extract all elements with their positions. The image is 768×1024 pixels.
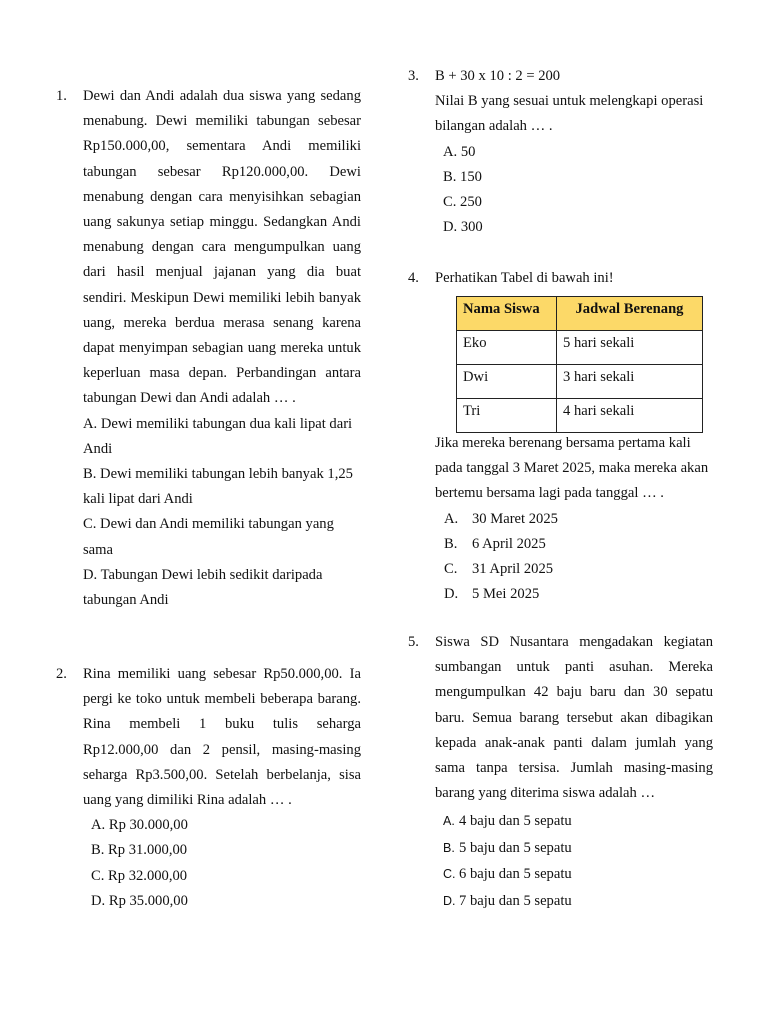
option-a[interactable]: [443, 808, 713, 835]
option-letter: C.: [444, 561, 458, 578]
question-number: 3.: [408, 68, 419, 84]
table-cell: 5 hari sekali: [557, 331, 703, 365]
option-value: 6 April 2025: [472, 535, 546, 552]
option-value: 30 Maret 2025: [472, 510, 558, 527]
question-text: Jika mereka berenang bersama pertama kali pada tanggal 3 Maret 2025, maka mereka akan bertemu bersama lagi pada tanggal … .: [435, 435, 709, 502]
table-row: [457, 365, 703, 399]
table-cell: 4 hari sekali: [557, 399, 703, 433]
question-number: 2.: [56, 666, 67, 682]
option-value: 4 baju dan 5 sepatu: [459, 813, 572, 830]
table-cell: Tri: [457, 399, 557, 433]
option-a[interactable]: A. Dewi memiliki tabungan dua kali lipat dari Andi: [83, 415, 353, 457]
table-cell: Eko: [457, 331, 557, 365]
question-number: 1.: [56, 88, 67, 104]
option-c[interactable]: C. Rp 32.000,00: [91, 867, 188, 884]
option-value: 5 Mei 2025: [472, 586, 540, 603]
table-cell: Dwi: [457, 365, 557, 399]
question-text: Rina memiliki uang sebesar Rp50.000,00. Ia pergi ke toko untuk membeli beberapa barang. Rina membeli 1 buku tulis seharga Rp12.000,00 dan 2 pensil, masing-masing seharga Rp3.500,00. Setelah berbelanja, sisa uang yang dimiliki Rina adalah … .: [83, 666, 361, 809]
option-d[interactable]: [443, 888, 713, 915]
option-value: 5 baju dan 5 sepatu: [459, 839, 572, 856]
question-intro: Perhatikan Tabel di bawah ini!: [435, 270, 614, 286]
option-b[interactable]: [443, 835, 713, 862]
option-d[interactable]: [444, 582, 715, 607]
table-row: [457, 331, 703, 365]
option-c[interactable]: [443, 861, 713, 888]
option-letter: C.: [443, 867, 456, 882]
option-letter: A.: [444, 510, 459, 527]
option-value: 31 April 2025: [472, 561, 554, 578]
option-list: [83, 813, 361, 914]
option-a[interactable]: A. 50: [443, 143, 476, 160]
option-b[interactable]: [444, 532, 715, 557]
question-text: Dewi dan Andi adalah dua siswa yang sedang menabung. Dewi memiliki tabungan sebesar Rp150.000,00, sementara Andi memiliki tabungan sebesar Rp120.000,00. Dewi menabung dengan cara menyisihkan sebagian uang sakunya setiap minggu. Sedangkan Andi menabung dengan cara mengumpulkan uang dari hasil menjual jajanan yang dia buat sendiri. Meskipun Dewi memiliki lebih banyak uang, mereka berdua merasa senang karena dapat menyimpan sebagian uang mereka untuk keperluan masa depan. Perbandingan antara tabungan Dewi dan Andi adalah … .: [83, 88, 361, 407]
option-list: [435, 507, 715, 608]
option-list: [83, 412, 361, 614]
table-header-row: [457, 297, 703, 331]
equation: B + 30 x 10 : 2 = 200: [435, 68, 561, 84]
option-c[interactable]: C. 250: [443, 194, 482, 211]
option-a[interactable]: A. Rp 30.000,00: [91, 817, 188, 834]
option-d[interactable]: D. Tabungan Dewi lebih sedikit daripada tabungan Andi: [83, 566, 323, 609]
question-text: Nilai B yang sesuai untuk melengkapi operasi bilangan adalah … .: [435, 93, 704, 135]
option-b[interactable]: B. Rp 31.000,00: [91, 842, 188, 859]
table-cell: 3 hari sekali: [557, 365, 703, 399]
option-letter: A.: [443, 814, 455, 829]
option-value: 7 baju dan 5 sepatu: [459, 892, 572, 909]
question-4: [408, 266, 714, 611]
table-header-cell: Nama Siswa: [457, 297, 557, 331]
option-c[interactable]: [444, 557, 715, 582]
question-number: 5.: [408, 634, 419, 650]
option-letter: B.: [444, 535, 458, 552]
question-text: Siswa SD Nusantara mengadakan kegiatan sumbangan untuk panti asuhan. Mereka mengumpulkan 42 baju baru dan 30 sepatu baru. Semua barang tersebut akan dibagikan kepada anak-anak panti dalam jumlah yang sama tanpa tersisa. Jumlah masing-masing barang yang diterima siswa adalah …: [435, 634, 713, 802]
schedule-table: [456, 296, 703, 433]
table-row: [457, 399, 703, 433]
option-list: [435, 808, 713, 914]
option-a[interactable]: [444, 507, 715, 532]
option-d[interactable]: D. Rp 35.000,00: [91, 892, 188, 909]
option-b[interactable]: B. 150: [443, 168, 482, 185]
option-c[interactable]: C. Dewi dan Andi memiliki tabungan yang sama: [83, 516, 334, 558]
option-letter: B.: [443, 840, 455, 855]
option-value: 6 baju dan 5 sepatu: [459, 866, 572, 883]
question-number: 4.: [408, 270, 419, 286]
table-header-cell: Jadwal Berenang: [557, 297, 703, 331]
option-list: [435, 140, 713, 241]
option-b[interactable]: B. Dewi memiliki tabungan lebih banyak 1,25 kali lipat dari Andi: [83, 466, 353, 508]
option-letter: D.: [444, 586, 459, 603]
option-letter: D.: [443, 893, 456, 908]
option-d[interactable]: D. 300: [443, 219, 483, 236]
